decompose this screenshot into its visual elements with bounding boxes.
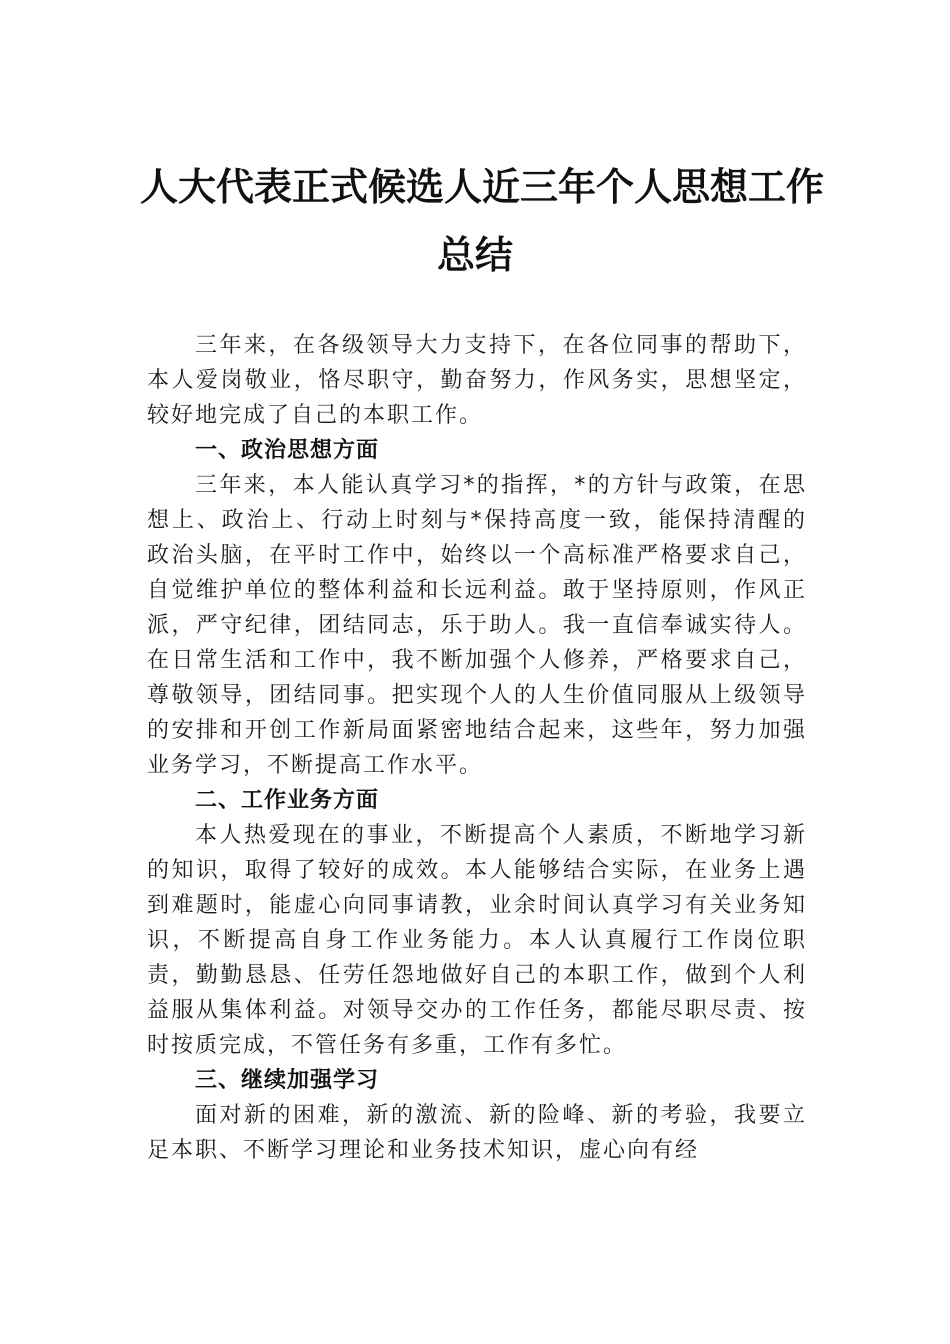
section-paragraph-study: 面对新的困难，新的激流、新的险峰、新的考验，我要立足本职、不断学习理论和业务技术知识，虚心向有经 — [147, 1103, 807, 1163]
section-paragraph-work: 本人热爱现在的事业，不断提高个人素质，不断地学习新的知识，取得了较好的成效。本人能够结合实际，在业务上遇到难题时，能虚心向同事请教，业余时间认真学习有关业务知识，不断提高自身工作业务能力。本人认真履行工作岗位职责，勤勤恳恳、任劳任怨地做好自己的本职工作，做到个人利益服从集体利益。对领导交办的工作任务，都能尽职尽责、按时按质完成，不管任务有多重，工作有多忙。 — [147, 823, 807, 1058]
section-heading-study: 三、继续加强学习 — [195, 1068, 380, 1093]
document-title-line-1: 人大代表正式候选人近三年个人思想工作 — [140, 164, 825, 209]
document-body — [147, 328, 807, 1168]
section-paragraph-politics: 三年来，本人能认真学习*的指挥，*的方针与政策，在思想上、政治上、行动上时刻与*保持高度一致，能保持清醒的政治头脑，在平时工作中，始终以一个高标准严格要求自己，自觉维护单位的整体利益和长远利益。敢于坚持原则，作风正派，严守纪律，团结同志，乐于助人。我一直信奉诚实待人。在日常生活和工作中，我不断加强个人修养，严格要求自己，尊敬领导，团结同事。把实现个人的人生价值同服从上级领导的安排和开创工作新局面紧密地结合起来，这些年，努力加强业务学习，不断提高工作水平。 — [147, 473, 807, 778]
document-title-line-2: 总结 — [436, 232, 513, 277]
intro-paragraph: 三年来，在各级领导大力支持下，在各位同事的帮助下，本人爱岗敬业，恪尽职守，勤奋努力，作风务实，思想坚定，较好地完成了自己的本职工作。 — [147, 333, 807, 428]
section-heading-politics: 一、政治思想方面 — [195, 438, 380, 463]
section-heading-work: 二、工作业务方面 — [195, 788, 380, 813]
